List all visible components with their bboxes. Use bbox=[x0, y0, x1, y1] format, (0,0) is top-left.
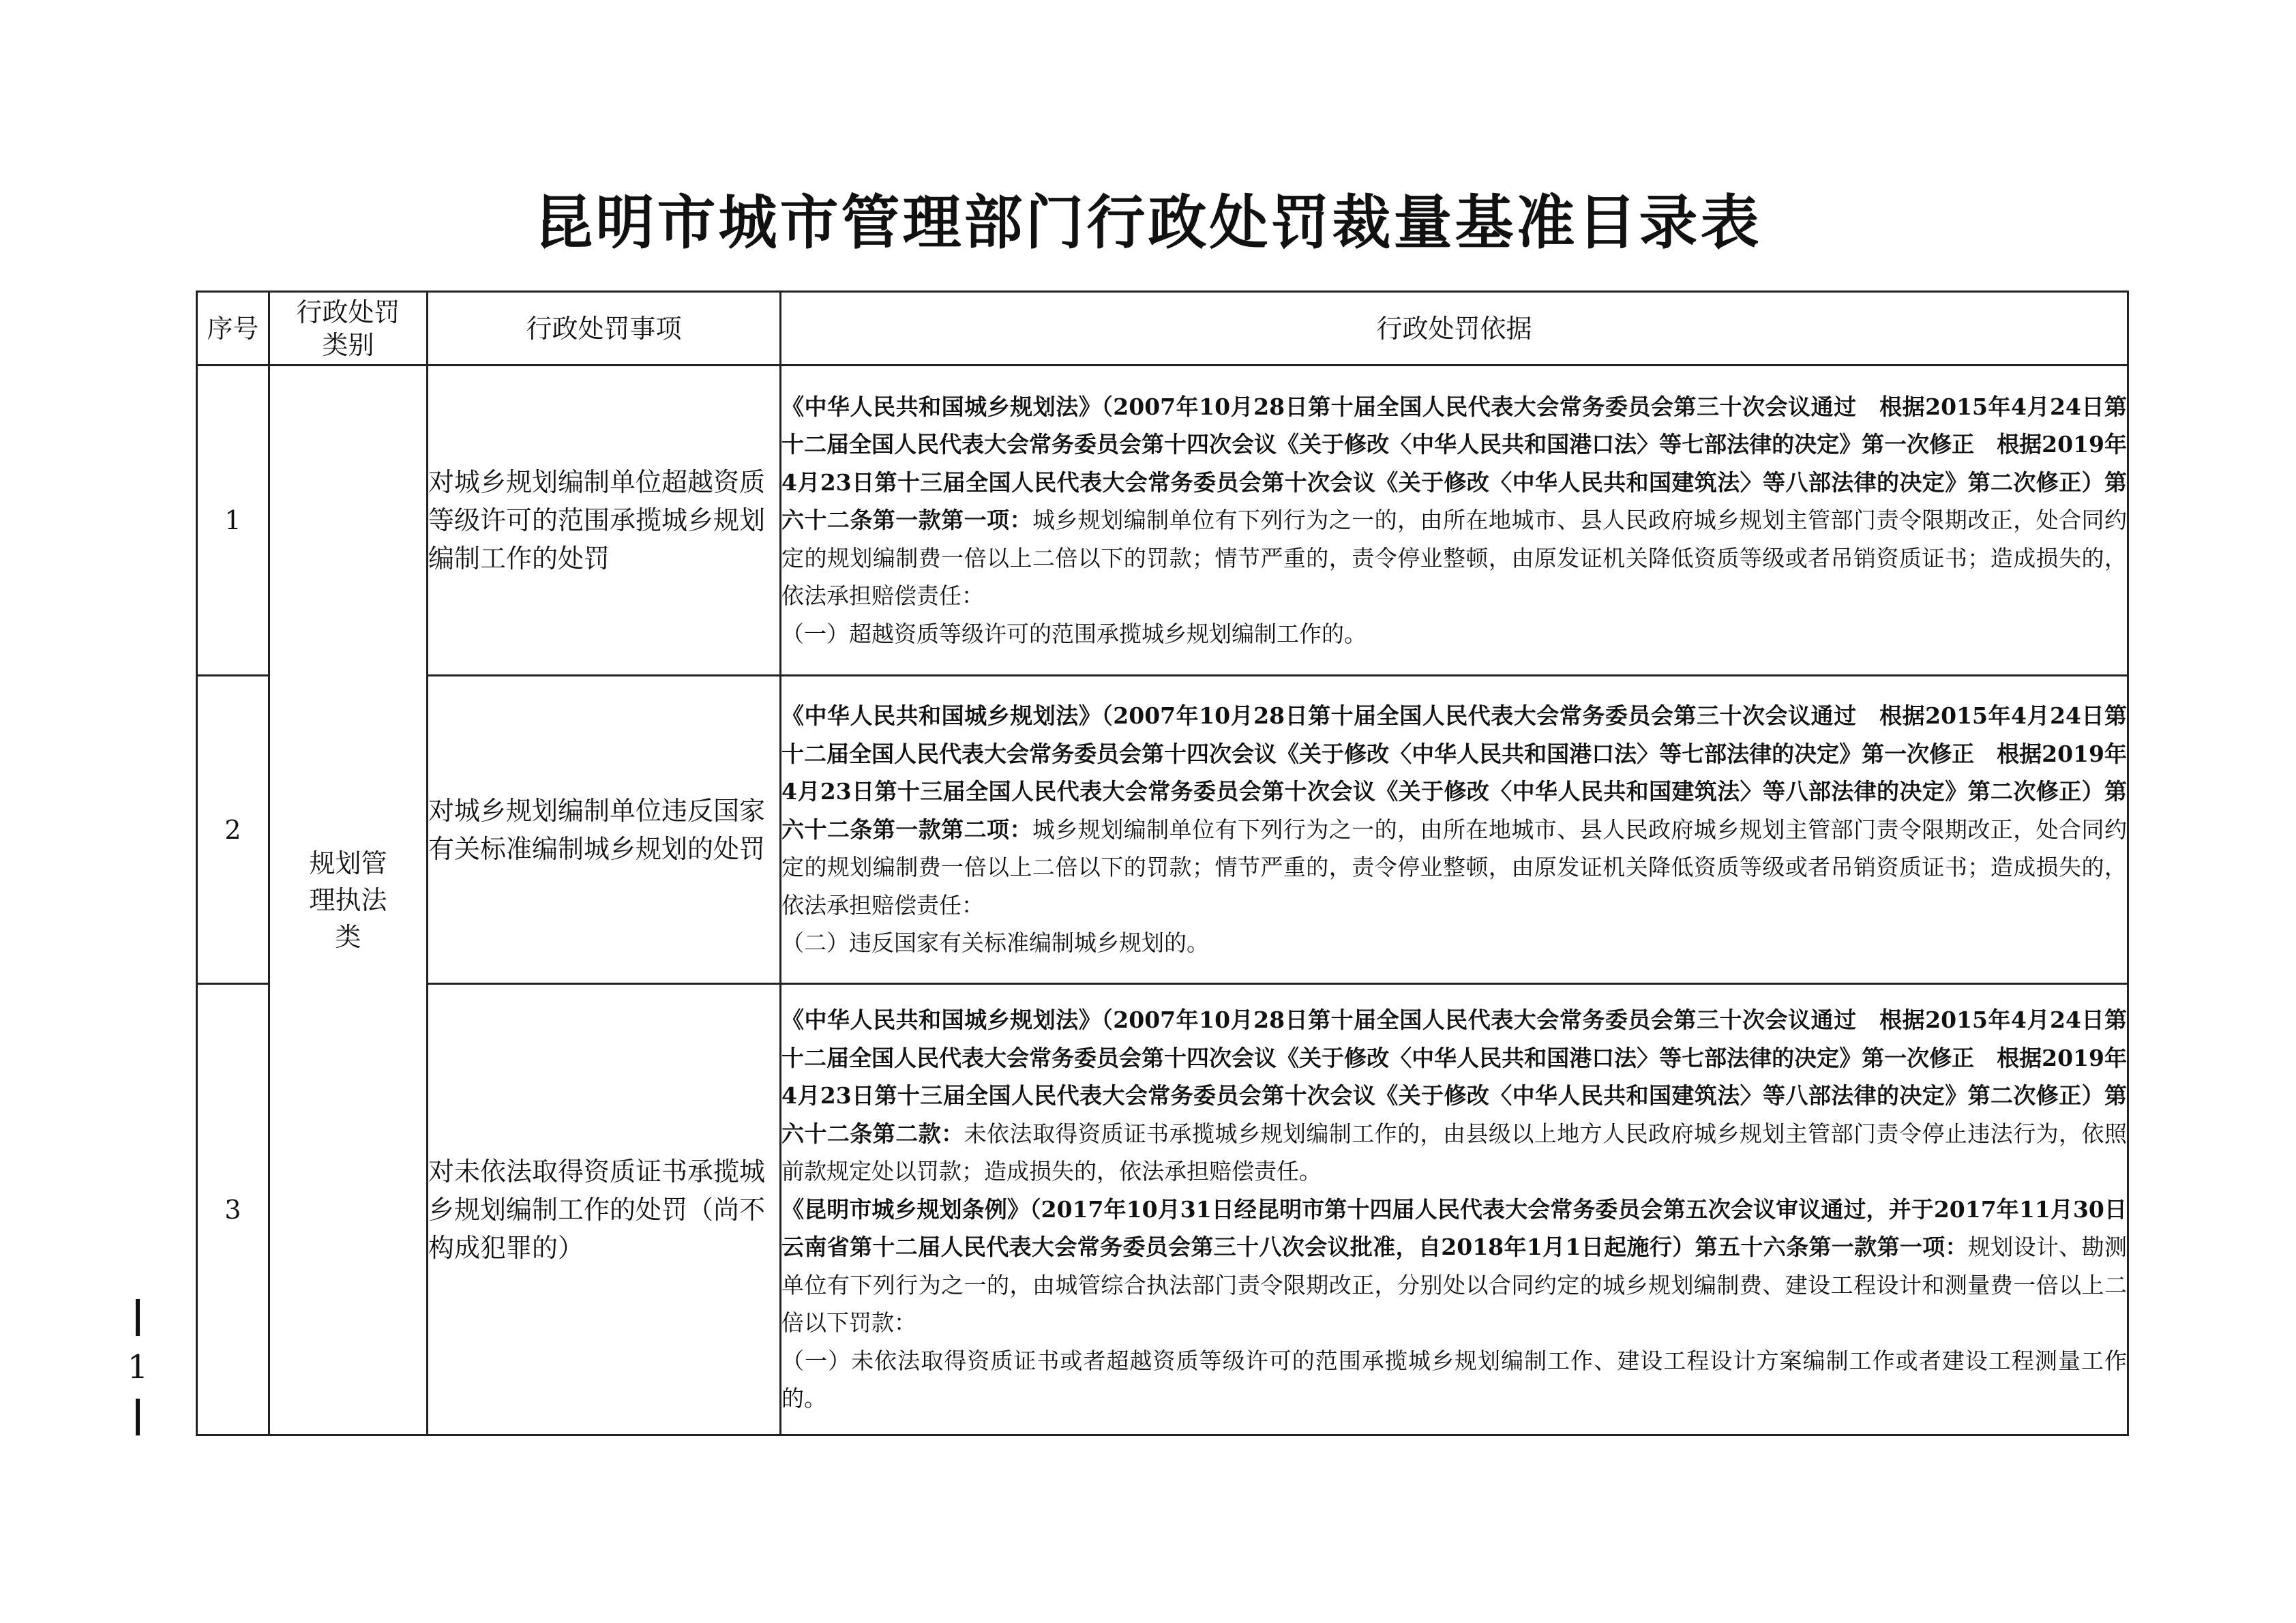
basis-paragraph: （二）违反国家有关标准编制城乡规划的。 bbox=[781, 929, 1209, 957]
page-number bbox=[117, 1299, 158, 1435]
header-basis: 行政处罚依据 bbox=[781, 292, 2128, 366]
page-title: 昆明市城市管理部门行政处罚裁量基准目录表 bbox=[534, 188, 1762, 257]
basis-paragraph: （一）未依法取得资质证书或者超越资质等级许可的范围承揽城乡规划编制工作、建设工程设计方案编制工作或者建设工程测量工作的。 bbox=[781, 1347, 2127, 1412]
page-number-dash bbox=[136, 1299, 140, 1336]
header-seq: 序号 bbox=[197, 292, 269, 366]
basis-paragraph: 《中华人民共和国城乡规划法》（2007年10月28日第十届全国人民代表大会常务委员会第三十次会议通过 根据2015年4月24日第十二届全国人民代表大会常务委员会第十四次会议《关于修改〈中华人民共和国港口法〉等七部法律的决定》第一次修正 根据2019年4月23日第十三届全国人民代表大会常务委员会第十次会议《关于修改〈中华人民共和国建筑法〉等八部法律的决定》第二次修正）第六十二条第一款第一项：城乡规划编制单位有下列行为之一的，由所在地城市、县人民政府城乡规划主管部门责令限期改正，处合同约定的规划编制费一倍以上二倍以下的罚款；情节严重的，责令停业整顿，由原发证机关降低资质等级或者吊销资质证书；造成损失的，依法承担赔偿责任： bbox=[781, 393, 2128, 610]
row-item: 对城乡规划编制单位违反国家有关标准编制城乡规划的处罚 bbox=[428, 676, 781, 984]
row-basis bbox=[781, 676, 2128, 984]
table-row bbox=[197, 984, 2128, 1435]
row-item: 对未依法取得资质证书承揽城乡规划编制工作的处罚（尚不构成犯罪的） bbox=[428, 984, 781, 1435]
basis-paragraph: （一）超越资质等级许可的范围承揽城乡规划编制工作的。 bbox=[781, 620, 1367, 647]
basis-paragraph: 《昆明市城乡规划条例》（2017年10月31日经昆明市第十四届人民代表大会常务委员会第五次会议审议通过，并于2017年11月30日云南省第十二届人民代表大会常务委员会第三十八次会议批准，自2018年1月1日起施行）第五十六条第一款第一项：规划设计、勘测单位有下列行为之一的，由城管综合执法部门责令限期改正，分别处以合同约定的城乡规划编制费、建设工程设计和测量费一倍以上二倍以下罚款： bbox=[781, 1195, 2127, 1337]
basis-paragraph: 《中华人民共和国城乡规划法》（2007年10月28日第十届全国人民代表大会常务委员会第三十次会议通过 根据2015年4月24日第十二届全国人民代表大会常务委员会第十四次会议《关于修改〈中华人民共和国港口法〉等七部法律的决定》第一次修正 根据2019年4月23日第十三届全国人民代表大会常务委员会第十次会议《关于修改〈中华人民共和国建筑法〉等八部法律的决定》第二次修正）第六十二条第一款第二项：城乡规划编制单位有下列行为之一的，由所在地城市、县人民政府城乡规划主管部门责令限期改正，处合同约定的规划编制费一倍以上二倍以下的罚款；情节严重的，责令停业整顿，由原发证机关降低资质等级或者吊销资质证书；造成损失的，依法承担赔偿责任： bbox=[781, 702, 2128, 919]
basis-paragraph: 《中华人民共和国城乡规划法》（2007年10月28日第十届全国人民代表大会常务委员会第三十次会议通过 根据2015年4月24日第十二届全国人民代表大会常务委员会第十四次会议《关于修改〈中华人民共和国港口法〉等七部法律的决定》第一次修正 根据2019年4月23日第十三届全国人民代表大会常务委员会第十次会议《关于修改〈中华人民共和国建筑法〉等八部法律的决定》第二次修正）第六十二条第二款：未依法取得资质证书承揽城乡规划编制工作的，由县级以上地方人民政府城乡规划主管部门责令停止违法行为，依照前款规定处以罚款；造成损失的，依法承担赔偿责任。 bbox=[781, 1007, 2128, 1185]
row-basis bbox=[781, 984, 2128, 1435]
table-header-row bbox=[197, 292, 2128, 366]
category-cell: 规划管理执法类 bbox=[269, 366, 428, 1435]
table-row bbox=[197, 676, 2128, 984]
row-seq: 3 bbox=[197, 984, 269, 1435]
page-number-value: 1 bbox=[127, 1348, 149, 1386]
page-number-dash bbox=[136, 1399, 140, 1435]
row-item: 对城乡规划编制单位超越资质等级许可的范围承揽城乡规划编制工作的处罚 bbox=[428, 366, 781, 676]
header-item: 行政处罚事项 bbox=[428, 292, 781, 366]
row-seq: 1 bbox=[197, 366, 269, 676]
penalty-table bbox=[196, 291, 2129, 1436]
table-row bbox=[197, 366, 2128, 676]
row-basis bbox=[781, 366, 2128, 676]
header-category: 行政处罚类别 bbox=[269, 292, 428, 366]
row-seq: 2 bbox=[197, 676, 269, 984]
